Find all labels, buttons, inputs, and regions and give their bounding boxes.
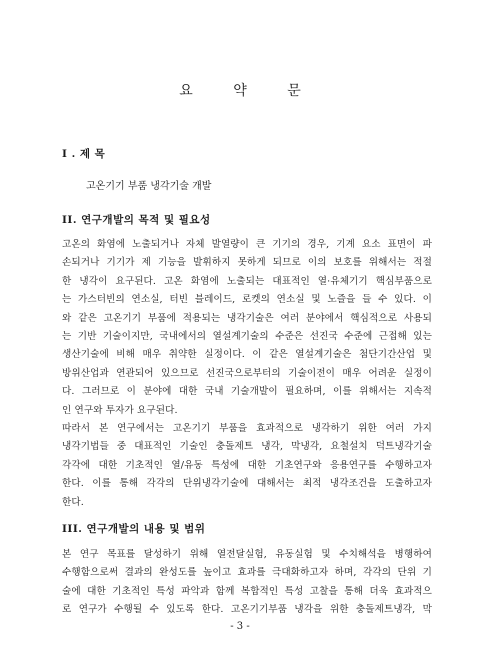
paragraph-line: 냉각기법들 중 대표적인 기술인 충돌제트 냉각, 막냉각, 요철설치 덕트냉각기술 <box>62 441 432 453</box>
project-title-text: 고온기기 부품 냉각기술 개발 <box>86 181 212 192</box>
paragraph-line: 와 같은 고온기기 부품에 적용되는 냉각기술은 여러 분야에서 핵심적으로 사용되 <box>62 312 432 324</box>
section-heading-scope: III. 연구개발의 내용 및 범위 <box>62 523 206 535</box>
section-heading-title: I . 제 목 <box>62 148 106 160</box>
paragraph-line: 한 냉각이 요구된다. 고온 화염에 노출되는 대표적인 열·유체기기 핵심부품으로 <box>62 275 432 287</box>
page-number: - 3 - <box>230 621 250 632</box>
paragraph-line: 는 기반 기술이지만, 국내에서의 열설계기술의 수준은 선진국 수준에 근접해 있는 <box>62 331 432 343</box>
paragraph-line: 인 연구와 투자가 요구된다. <box>62 404 178 416</box>
paragraph-line: 다. 그러므로 이 분야에 대한 국내 기술개발이 필요하며, 이를 위해서는 지속적 <box>62 386 432 398</box>
paragraph-line: 한다. <box>62 496 84 508</box>
paragraph-line: 는 가스터빈의 연소실, 터빈 블레이드, 로켓의 연소실 및 노즐을 들 수 있다. 이 <box>62 294 432 306</box>
paragraph-line: 손되거나 기기가 제 기능을 발휘하지 못하게 되므로 이의 보호를 위해서는 적절 <box>62 257 432 269</box>
paragraph-line: 로 연구가 수행될 수 있도록 한다. 고온기기부품 냉각을 위한 충돌제트냉각, 막 <box>62 604 432 616</box>
paragraph-line: 방위산업과 연관되어 있으므로 선진국으로부터의 기술이전이 매우 어려운 실정이 <box>62 367 432 379</box>
purpose-paragraph-1 <box>62 236 432 420</box>
paragraph-line: 수행함으로써 결과의 완성도를 높이고 효과를 극대화하고자 하며, 각각의 단위 기 <box>62 567 432 579</box>
paragraph-line: 한다. 이를 통해 각각의 단위냉각기술에 대해서는 최적 냉각조건을 도출하고자 <box>62 478 432 490</box>
paragraph-line: 본 연구 목표를 달성하기 위해 열전달실험, 유동실험 및 수치해석을 병행하여 <box>62 549 432 560</box>
paragraph-line: 생산기술에 비해 매우 취약한 실정이다. 이 같은 열설계기술은 첨단기간산업 및 <box>62 349 432 361</box>
paragraph-line: 술에 대한 기초적인 특성 파악과 함께 복합적인 특성 고찰을 통해 더욱 효과적으 <box>62 585 432 597</box>
paragraph-line: 따라서 본 연구에서는 고온기기 부품을 효과적으로 냉각하기 위한 여러 가지 <box>62 423 432 434</box>
document-title: 요 약 문 <box>179 83 319 99</box>
purpose-paragraph-2 <box>62 420 432 512</box>
section-heading-purpose: II. 연구개발의 목적 및 필요성 <box>62 214 211 226</box>
scope-paragraph-1 <box>62 546 432 620</box>
paragraph-line: 각각에 대한 기초적인 열/유동 특성에 대한 기초연구와 응용연구를 수행하고자 <box>62 459 432 471</box>
paragraph-line: 고온의 화염에 노출되거나 자체 발열량이 큰 기기의 경우, 기계 요소 표면이 파 <box>62 239 432 250</box>
